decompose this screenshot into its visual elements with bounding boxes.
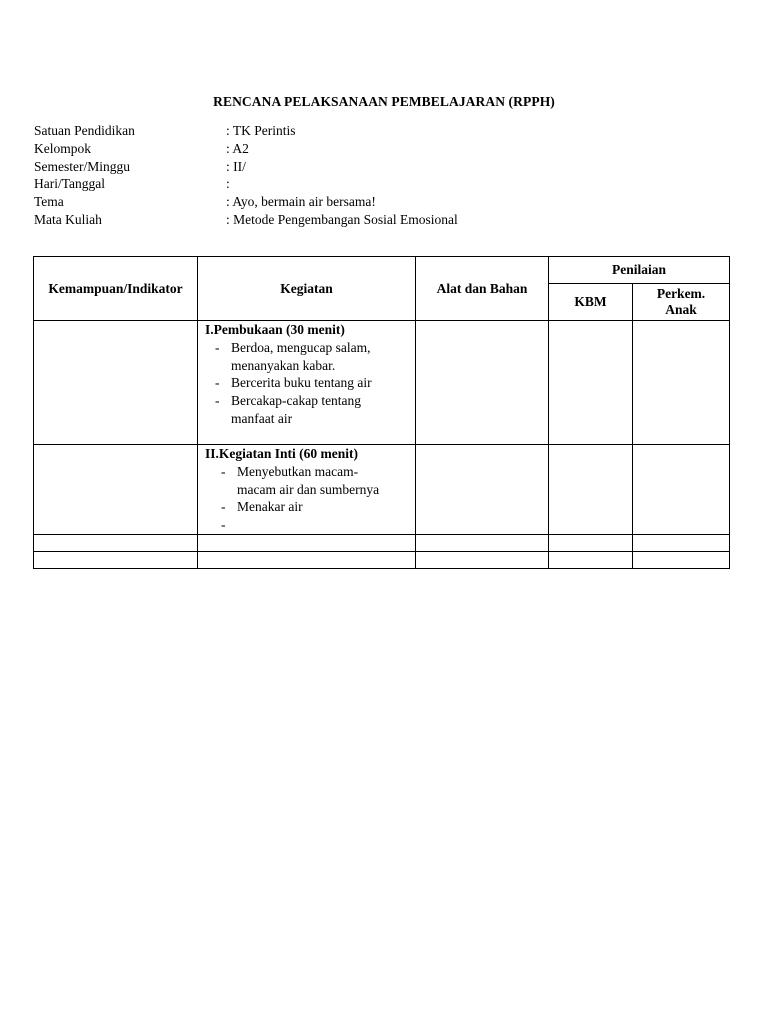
cell-perkembangan-anak	[633, 445, 730, 535]
header-perkembangan-anak	[633, 284, 730, 321]
header-kbm: KBM	[549, 284, 633, 321]
info-value: : Ayo, bermain air bersama!	[226, 194, 376, 210]
header-penilaian: Penilaian	[549, 257, 730, 284]
empty-cell	[416, 534, 549, 551]
table-row-pembukaan	[34, 321, 730, 445]
info-row-satuan-pendidikan	[34, 122, 458, 140]
header-kemampuan-indikator: Kemampuan/Indikator	[34, 257, 198, 321]
list-item-line: - Berdoa, mengucap salam,	[231, 339, 371, 355]
rpph-table	[33, 256, 730, 569]
info-row-kelompok	[34, 140, 458, 158]
list-item	[205, 392, 411, 428]
list-item-line: - Menyebutkan macam-	[237, 463, 359, 479]
info-label: Semester/Minggu	[34, 158, 130, 174]
list-item-line: - Bercerita buku tentang air	[231, 375, 372, 391]
info-row-hari-tanggal	[34, 175, 458, 193]
table-row-empty-1	[34, 534, 730, 551]
info-value: : TK Perintis	[226, 123, 296, 138]
info-row-mata-kuliah	[34, 211, 458, 229]
info-value: : Metode Pengembangan Sosial Emosional	[226, 211, 458, 227]
header-perkem-line-1: Perkem.	[656, 286, 706, 301]
info-label: Satuan Pendidikan	[34, 123, 135, 138]
cell-perkembangan-anak	[633, 321, 730, 445]
list-item	[205, 374, 411, 392]
info-label: Tema	[34, 194, 64, 210]
list-item-line: menanyakan kabar.	[231, 357, 336, 373]
empty-cell	[416, 551, 549, 568]
list-item	[205, 498, 411, 516]
list-item-line: - Menakar air	[237, 499, 303, 515]
document-title: RENCANA PELAKSANAAN PEMBELAJARAN (RPPH)	[213, 94, 555, 109]
activity-list-kegiatan-inti	[205, 463, 411, 534]
cell-kbm	[549, 445, 633, 535]
list-item-line: manfaat air	[231, 410, 293, 426]
info-block	[34, 122, 458, 229]
table-row-empty-2	[34, 551, 730, 568]
empty-cell	[633, 534, 730, 551]
cell-kemampuan-indikator	[34, 445, 198, 535]
empty-cell	[198, 551, 416, 568]
list-item-line	[237, 516, 411, 534]
section-title-pembukaan: I.Pembukaan (30 menit)	[205, 322, 345, 337]
empty-cell	[633, 551, 730, 568]
table-row-kegiatan-inti	[34, 445, 730, 535]
cell-kbm	[549, 321, 633, 445]
section-title-kegiatan-inti: II.Kegiatan Inti (60 menit)	[205, 446, 358, 461]
list-item	[205, 463, 411, 499]
empty-cell	[549, 551, 633, 568]
empty-cell	[198, 534, 416, 551]
cell-kemampuan-indikator	[34, 321, 198, 445]
header-perkem-line-2: Anak	[665, 302, 697, 317]
cell-kegiatan-pembukaan	[198, 321, 416, 445]
info-value: :	[226, 176, 230, 192]
header-kegiatan: Kegiatan	[198, 257, 416, 321]
info-label: Hari/Tanggal	[34, 176, 106, 192]
empty-cell	[34, 551, 198, 568]
cell-kegiatan-inti	[198, 445, 416, 535]
list-item	[205, 339, 411, 375]
header-alat-dan-bahan: Alat dan Bahan	[416, 257, 549, 321]
empty-cell	[549, 534, 633, 551]
info-label: Mata Kuliah	[34, 211, 102, 227]
info-row-tema	[34, 193, 458, 211]
empty-cell	[34, 534, 198, 551]
info-row-semester-minggu	[34, 158, 458, 176]
cell-alat-dan-bahan	[416, 321, 549, 445]
info-value: : A2	[226, 140, 249, 156]
list-item-line: macam air dan sumbernya	[237, 481, 380, 497]
list-item	[205, 516, 411, 534]
cell-alat-dan-bahan	[416, 445, 549, 535]
list-item-line: - Bercakap-cakap tentang	[231, 393, 362, 409]
info-value: : II/	[226, 158, 246, 174]
info-label: Kelompok	[34, 140, 91, 156]
activity-list-pembukaan	[205, 339, 411, 428]
